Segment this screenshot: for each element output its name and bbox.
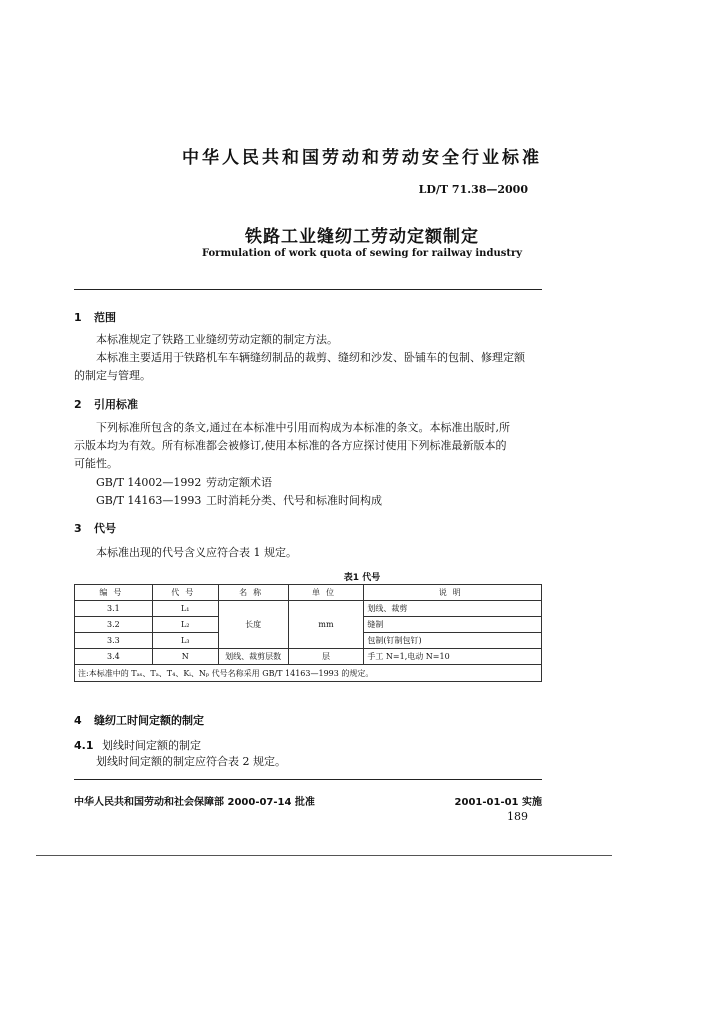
paragraph-text: 本标准规定了铁路工业缝纫劳动定额的制定方法。 bbox=[96, 333, 338, 346]
paragraph-text: 可能性。 bbox=[74, 457, 118, 470]
reference-title: 工时消耗分类、代号和标准时间构成 bbox=[206, 494, 382, 507]
document-title: 铁路工业缝纫工劳动定额制定 bbox=[245, 227, 479, 247]
section-1-paragraph-2 bbox=[74, 349, 542, 366]
table-header-cell: 编号 bbox=[75, 585, 153, 601]
paragraph-text: 示版本均为有效。所有标准都会被修订,使用本标准的各方应探讨使用下列标准最新版本的 bbox=[74, 439, 507, 452]
table-cell: 3.1 bbox=[75, 601, 153, 617]
section-number: 2 bbox=[74, 398, 82, 411]
table-cell-merged-unit: mm bbox=[288, 601, 364, 649]
table-1-title: 表1 代号 bbox=[343, 573, 381, 583]
table-cell: 包制(钉制包钉) bbox=[364, 633, 542, 649]
table-cell: 3.4 bbox=[75, 649, 153, 665]
table-note: 注:本标准中的 Tₐₛ、Tₐ、T₄、Kᵢ、Nₚ 代号名称采用 GB/T 14163—1993 的规定。 bbox=[75, 665, 542, 682]
table-header-row bbox=[75, 585, 542, 601]
table-cell: L₂ bbox=[152, 617, 218, 633]
table-cell: 3.3 bbox=[75, 633, 153, 649]
footer-divider bbox=[74, 779, 542, 780]
paragraph-text: 的制定与管理。 bbox=[74, 369, 151, 382]
standard-code: LD/T 71.38—2000 bbox=[418, 183, 528, 196]
table-note-row bbox=[75, 665, 542, 682]
section-title: 范围 bbox=[94, 311, 116, 324]
reference-item bbox=[96, 474, 272, 490]
table-cell: 划线、裁剪层数 bbox=[218, 649, 288, 665]
section-3-heading bbox=[74, 520, 116, 536]
table-cell: L₃ bbox=[152, 633, 218, 649]
section-title: 引用标准 bbox=[94, 398, 138, 411]
subsection-4-1-heading bbox=[74, 737, 201, 753]
table-header-cell: 名称 bbox=[218, 585, 288, 601]
table-cell: N bbox=[152, 649, 218, 665]
table-cell: L₁ bbox=[152, 601, 218, 617]
section-2-heading bbox=[74, 396, 138, 412]
table-cell: 划线、裁剪 bbox=[364, 601, 542, 617]
subsection-title: 划线时间定额的制定 bbox=[102, 739, 201, 752]
section-4-paragraph-1 bbox=[74, 753, 542, 770]
reference-code: GB/T 14002—1992 bbox=[96, 476, 202, 489]
section-2-paragraph-1-cont2 bbox=[74, 455, 542, 472]
subsection-number: 4.1 bbox=[74, 739, 94, 752]
section-number: 3 bbox=[74, 522, 82, 535]
table-header-cell: 说明 bbox=[364, 585, 542, 601]
effective-date: 2001-01-01 实施 bbox=[454, 797, 542, 808]
reference-code: GB/T 14163—1993 bbox=[96, 494, 202, 507]
header-divider bbox=[74, 289, 542, 290]
section-3-paragraph-1 bbox=[74, 544, 542, 561]
table-cell: 手工 N=1,电动 N=10 bbox=[364, 649, 542, 665]
section-number: 1 bbox=[74, 311, 82, 324]
page-number: 189 bbox=[507, 810, 528, 823]
table-cell-merged-name: 长度 bbox=[218, 601, 288, 649]
reference-item bbox=[96, 492, 382, 508]
table-cell: 层 bbox=[288, 649, 364, 665]
section-2-paragraph-1 bbox=[74, 419, 542, 436]
section-2-paragraph-1-cont bbox=[74, 437, 542, 454]
document-subtitle-en: Formulation of work quota of sewing for railway industry bbox=[201, 248, 523, 259]
section-number: 4 bbox=[74, 714, 82, 727]
section-4-heading bbox=[74, 712, 204, 728]
table-header-cell: 单位 bbox=[288, 585, 364, 601]
table-row bbox=[75, 649, 542, 665]
issuer-approval: 中华人民共和国劳动和社会保障部 2000-07-14 批准 bbox=[74, 797, 315, 808]
section-title: 代号 bbox=[94, 522, 116, 535]
section-1-paragraph-2-cont bbox=[74, 367, 542, 384]
section-1-heading bbox=[74, 309, 116, 325]
table-row bbox=[75, 601, 542, 617]
table-cell: 缝制 bbox=[364, 617, 542, 633]
paragraph-text: 本标准出现的代号含义应符合表 1 规定。 bbox=[96, 546, 297, 559]
table-header-cell: 代号 bbox=[152, 585, 218, 601]
scan-edge-line bbox=[36, 855, 612, 856]
standard-category-title: 中华人民共和国劳动和劳动安全行业标准 bbox=[182, 148, 542, 168]
paragraph-text: 划线时间定额的制定应符合表 2 规定。 bbox=[96, 755, 286, 768]
section-1-paragraph-1 bbox=[74, 331, 542, 348]
table-cell: 3.2 bbox=[75, 617, 153, 633]
table-1 bbox=[74, 584, 542, 682]
paragraph-text: 下列标准所包含的条文,通过在本标准中引用而构成为本标准的条文。本标准出版时,所 bbox=[96, 421, 510, 434]
paragraph-text: 本标准主要适用于铁路机车车辆缝纫制品的裁剪、缝纫和沙发、卧铺车的包制、修理定额 bbox=[96, 351, 525, 364]
section-title: 缝纫工时间定额的制定 bbox=[94, 714, 204, 727]
reference-title: 劳动定额术语 bbox=[206, 476, 272, 489]
